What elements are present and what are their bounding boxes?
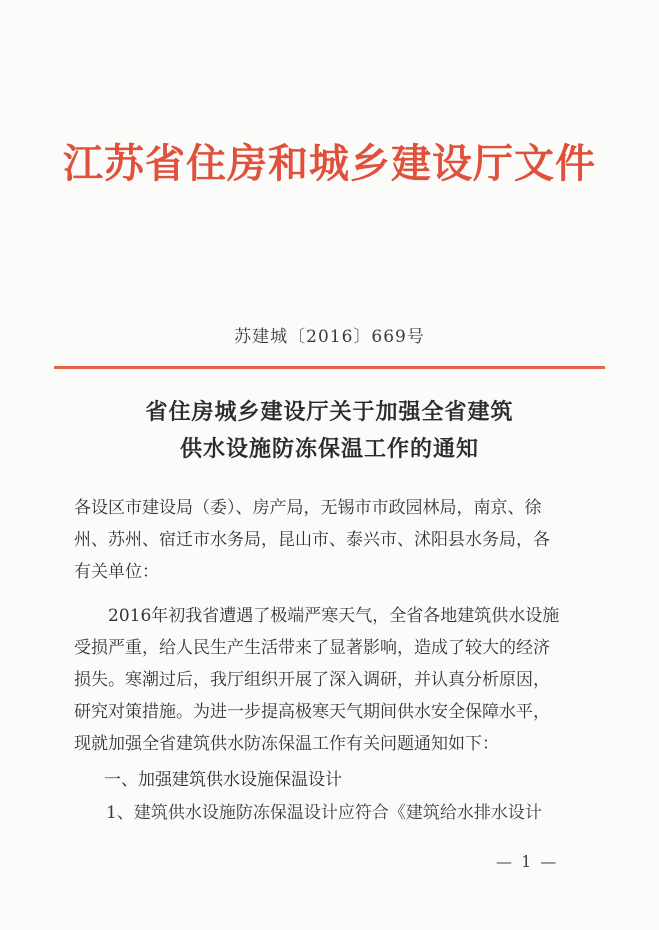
recipients-line: 各设区市建设局（委）、房产局，无锡市市政园林局，南京、徐 <box>74 498 542 518</box>
paragraph-line: 受损严重，给人民生产生活带来了显著影响，造成了较大的经济 <box>74 638 550 658</box>
notice-title <box>0 394 659 468</box>
document-number: 苏建城〔2016〕669号 <box>234 327 425 347</box>
notice-title-line-2: 供水设施防冻保温工作的通知 <box>179 436 479 462</box>
document-header-title: 江苏省住房和城乡建设厅文件 <box>63 141 596 187</box>
paragraph-line: 研究对策措施。为进一步提高极寒天气期间供水安全保障水平， <box>74 702 550 722</box>
paragraph-1 <box>74 600 589 760</box>
section-heading-1: 一、加强建筑供水设施保温设计 <box>104 770 342 790</box>
notice-title-line-1: 省住房城乡建设厅关于加强全省建筑 <box>145 399 514 425</box>
item-1-text: 1、建筑供水设施防冻保温设计应符合《建筑给水排水设计 <box>106 803 542 823</box>
red-divider-line <box>54 366 605 369</box>
paragraph-line: 2016年初我省遭遇了极端严寒天气，全省各地建筑供水设施 <box>74 606 560 626</box>
recipients-line: 州、苏州、宿迁市水务局，昆山市、泰兴市、沭阳县水务局，各 <box>74 530 550 550</box>
paragraph-line: 损失。寒潮过后，我厅组织开展了深入调研，并认真分析原因， <box>74 670 550 690</box>
recipients-line: 有关单位： <box>74 562 159 582</box>
recipients-block <box>74 492 589 588</box>
paragraph-line: 现就加强全省建筑供水防冻保温工作有关问题通知如下： <box>74 734 499 754</box>
page-number: — 1 — <box>496 852 559 871</box>
